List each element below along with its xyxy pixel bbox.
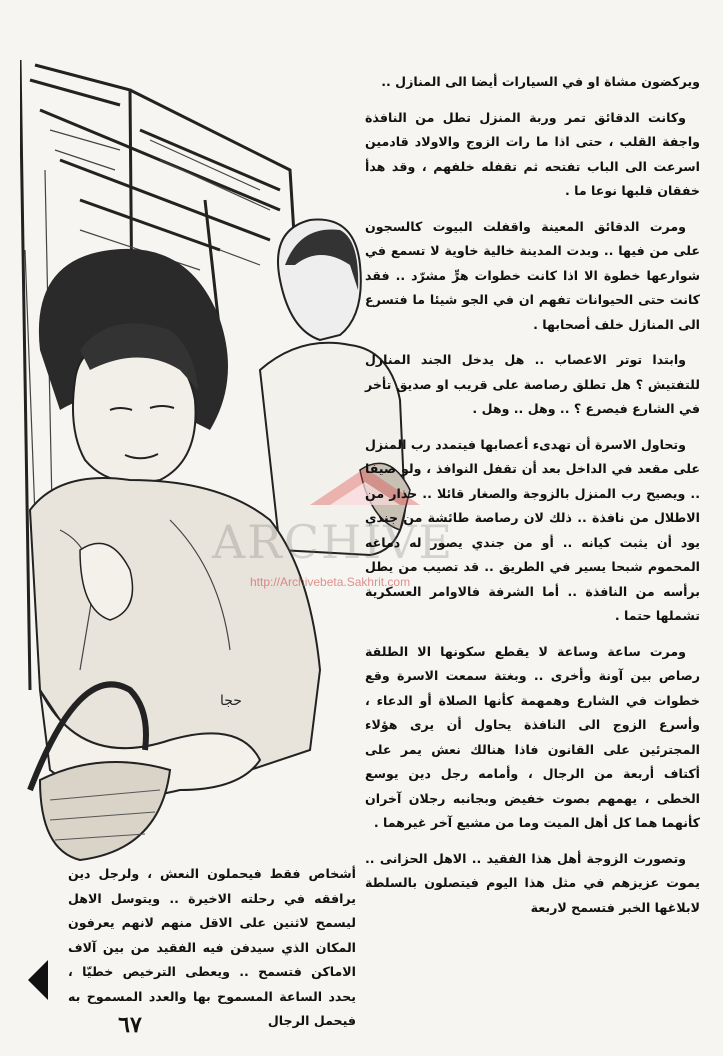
watermark-text: ARCHIVE bbox=[212, 515, 455, 569]
paragraph: ومرت ساعة وساعة لا يقطع سكونها الا الطلقة رصاص بين آونة وأخرى .. وبغتة سمعت الاسرة وقع خطوات في الشارع وهمهمة كأنها الصلاة أو الدعاء ، وأسرع الزوج الى النافذة يحاول أن يرى هؤلاء المجترئين على القانون فاذا هنالك نعش يمر على أكتاف أربعة من الرجال ، وأمامه رجل دين يوسع الخطى ، يهمهم بصوت خفيض وبجانبه رجلان آخران كأنهما هما كل أهل الميت وما من مشيع آخر غيرهما . bbox=[365, 643, 700, 830]
paragraph: وتحاول الاسرة أن تهدىء أعصابها فيتمدد رب المنزل على مقعد في الداخل بعد أن تقفل النوافذ ، ولو صيفا .. ويصيح رب المنزل بالزوجة والصغار قائلا .. حذار من الاطلال من نافذة .. ذلك لان رصاصة طائشة من جندي يود أن يثبت كيانه .. أو من جندي يصور له دماغه المحموم شبحا يسير في الطريق .. قد تصيب من يطل برأسه من النافذة .. أما الشرفة فالاوامر العسكرية تشملها حتما . bbox=[365, 436, 700, 623]
artist-signature: حجا bbox=[220, 693, 242, 709]
paragraph: وكانت الدقائق تمر وربة المنزل تطل من النافذة واجفة القلب ، حتى اذا ما رات الزوج والاولاد قادمين اسرعت الى الباب تفتحه ثم تقفله خلفهم ، وقد هدأ خفقان قلبها نوعا ما . bbox=[365, 109, 700, 198]
paragraph: وتصورت الزوجة أهل هذا الفقيد .. الاهل الحزانى .. يموت عزيزهم في مثل هذا اليوم فيتصلون بالسلطة لابلاغها الخبر فتسمح لاربعة bbox=[365, 850, 700, 915]
watermark-url: http://Archivebeta.Sakhrit.com bbox=[250, 575, 411, 589]
paragraph: وابتدا توتر الاعصاب .. هل يدخل الجند المنازل للتفتيش ؟ هل تطلق رصاصة على قريب او صديق تأخر في الشارع فيصرع ؟ .. وهل .. وهل . bbox=[365, 352, 700, 416]
page-number: ٦٧ bbox=[118, 1012, 142, 1038]
continuation-text bbox=[68, 862, 356, 1034]
paragraph: أشخاص فقط فيحملون النعش ، ولرجل دين يرافقه في رحلته الاخيرة .. ويتوسل الاهل ليسمح لاثنين على الاقل منهم لانهم يعرفون المكان الذي سيدفن فيه الفقيد من بين آلاف الاماكن فتسمح .. ويعطى الترخيص خطيّا ، يحدد الساعة المسموح بها والعدد المسموح به فيحمل الرجال bbox=[68, 866, 356, 1028]
paragraph: ويركضون مشاة او في السيارات أيضا الى المنازل .. bbox=[381, 74, 700, 89]
article-column bbox=[365, 70, 700, 931]
next-page-arrow-icon bbox=[28, 960, 48, 1000]
paragraph: ومرت الدقائق المعينة واقفلت البيوت كالسجون على من فيها .. وبدت المدينة خالية خاوية لا تسمع في شوارعها خطوة الا اذا كانت خطوات هرٍّ مشرّد .. فقد كانت حتى الحيوانات تفهم ان في الجو شيئا ما فتسرع الى المنازل خلف أصحابها . bbox=[365, 218, 700, 332]
